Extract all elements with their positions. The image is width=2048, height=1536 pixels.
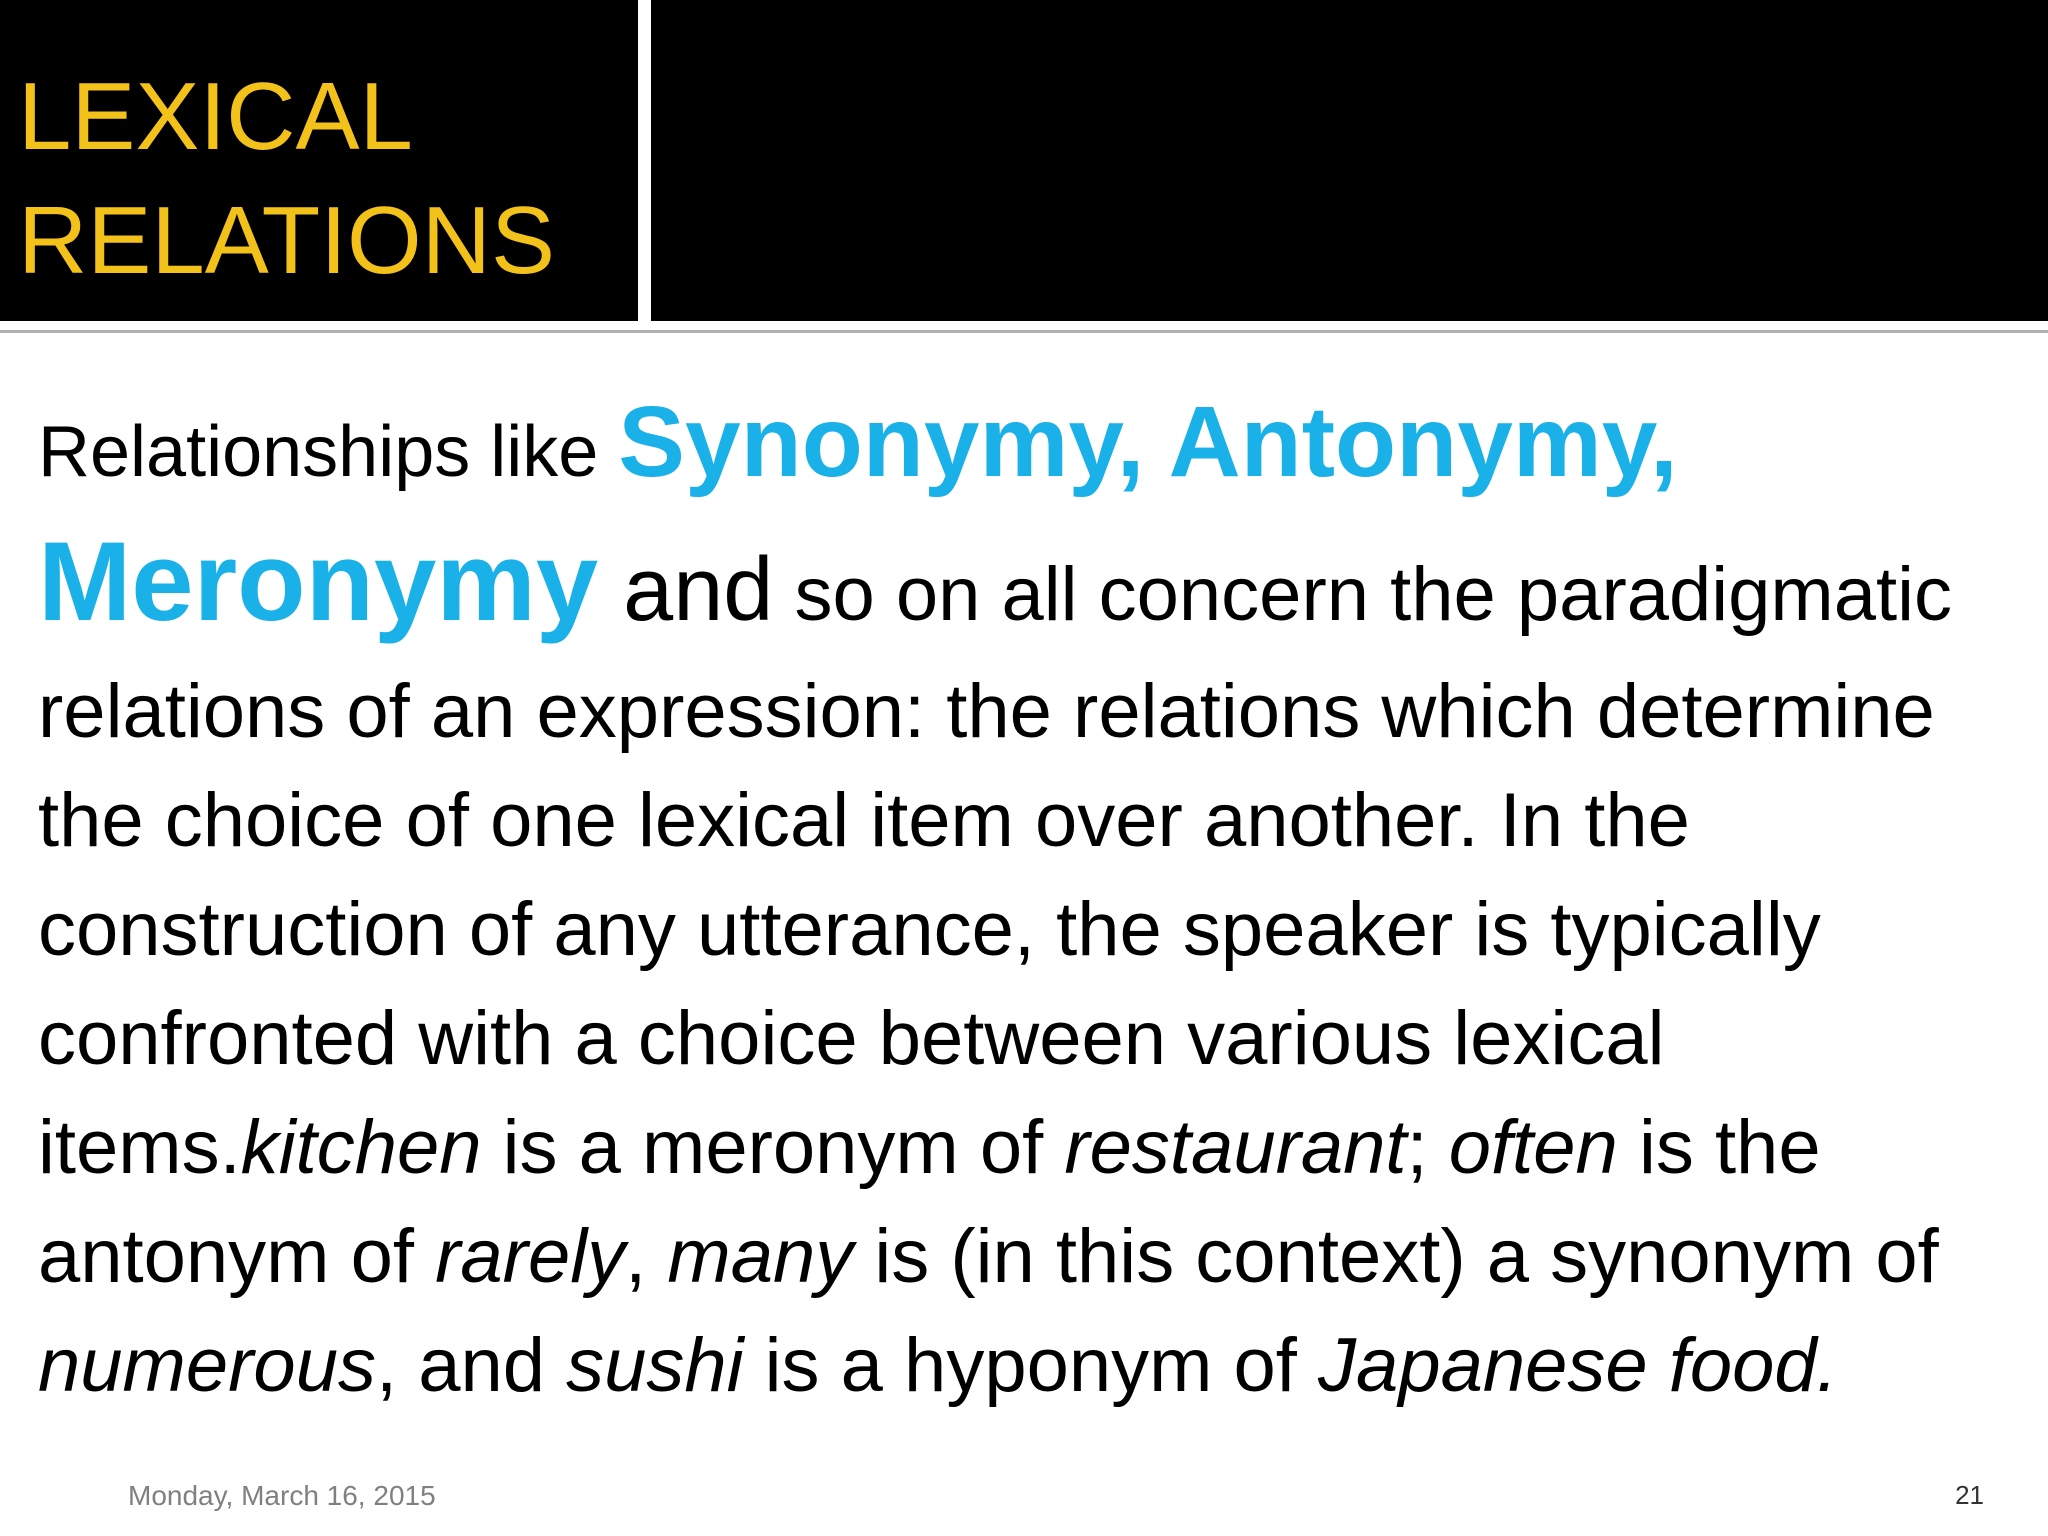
body-text-8: is a hyponym of bbox=[743, 1323, 1319, 1408]
header-divider bbox=[0, 330, 2048, 333]
term-sushi: sushi bbox=[566, 1323, 744, 1408]
body-text-1: so on all concern the paradigmatic relations of an expression: the relations which determine the choice of one lexical item over another. In the construction of any utterance, the speaker is typically confronted with a choice between various lexical items. bbox=[38, 552, 1953, 1190]
term-kitchen: kitchen bbox=[240, 1105, 482, 1190]
footer-date: Monday, March 16, 2015 bbox=[128, 1480, 436, 1511]
slide-title-line-1: LEXICAL bbox=[18, 63, 413, 170]
term-numerous: numerous bbox=[38, 1323, 376, 1408]
term-japanese-food: Japanese food. bbox=[1318, 1323, 1838, 1408]
term-rarely: rarely bbox=[435, 1214, 626, 1299]
highlight-terms-1: Synonymy, Antonymy, bbox=[618, 386, 1678, 498]
slide-title bbox=[18, 55, 628, 303]
body-text-7: , and bbox=[375, 1323, 567, 1408]
term-often: often bbox=[1448, 1105, 1618, 1190]
body-text-2: is a meronym of bbox=[481, 1105, 1065, 1190]
slide-title-line-2: RELATIONS bbox=[18, 187, 555, 294]
body-text-5: , bbox=[625, 1214, 668, 1299]
body-lead: Relationships like bbox=[38, 412, 619, 492]
body-and: and bbox=[598, 540, 774, 640]
slide-body bbox=[38, 388, 2028, 1420]
highlight-terms-2: Meronymy bbox=[38, 519, 599, 644]
body-text-3: ; bbox=[1406, 1105, 1449, 1190]
body-text-6: is (in this context) a synonym of bbox=[853, 1214, 1939, 1299]
term-many: many bbox=[667, 1214, 854, 1299]
body-text-4: is the antonym of bbox=[38, 1105, 1821, 1299]
header-panel bbox=[651, 0, 2048, 321]
page-number: 21 bbox=[1955, 1480, 1984, 1510]
term-restaurant: restaurant bbox=[1064, 1105, 1407, 1190]
